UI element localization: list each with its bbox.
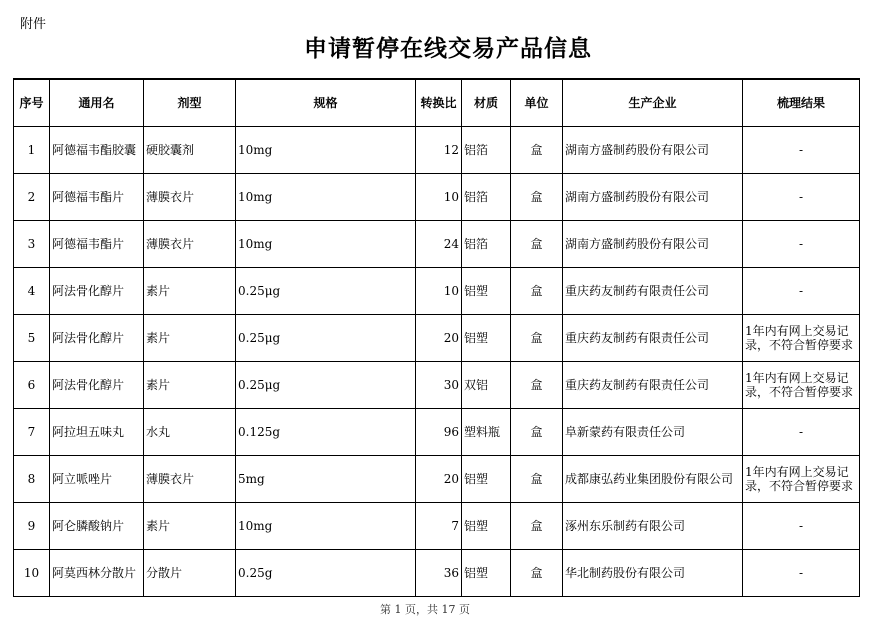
- cell-material: 铝箔: [462, 127, 511, 174]
- cell-generic-name: 阿德福韦酯胶囊: [50, 127, 144, 174]
- cell-index: 6: [14, 362, 50, 409]
- page-title: 申请暂停在线交易产品信息: [304, 36, 592, 62]
- cell-generic-name: 阿法骨化醇片: [50, 268, 144, 315]
- cell-manufacturer: 重庆药友制药有限责任公司: [563, 315, 743, 362]
- cell-conversion-ratio: 20: [416, 315, 462, 362]
- cell-specification: 0.25μg: [236, 268, 416, 315]
- cell-conversion-ratio: 96: [416, 409, 462, 456]
- cell-specification: 0.125g: [236, 409, 416, 456]
- header-review-result: 梳理结果: [743, 79, 860, 127]
- cell-dosage-form: 水丸: [144, 409, 236, 456]
- table-row: [14, 221, 860, 268]
- header-dosage-form: 剂型: [144, 79, 236, 127]
- page-footer: 第 1 页，共 17 页: [380, 603, 470, 616]
- cell-specification: 10mg: [236, 221, 416, 268]
- cell-specification: 10mg: [236, 503, 416, 550]
- cell-generic-name: 阿仑膦酸钠片: [50, 503, 144, 550]
- cell-dosage-form: 素片: [144, 315, 236, 362]
- cell-index: 4: [14, 268, 50, 315]
- cell-unit: 盒: [511, 174, 563, 221]
- cell-specification: 0.25μg: [236, 362, 416, 409]
- cell-material: 铝塑: [462, 268, 511, 315]
- cell-manufacturer: 阜新蒙药有限责任公司: [563, 409, 743, 456]
- cell-index: 5: [14, 315, 50, 362]
- cell-specification: 10mg: [236, 127, 416, 174]
- cell-dosage-form: 薄膜衣片: [144, 174, 236, 221]
- cell-unit: 盒: [511, 550, 563, 597]
- cell-material: 铝箔: [462, 174, 511, 221]
- cell-dosage-form: 素片: [144, 503, 236, 550]
- product-table: [13, 78, 860, 597]
- header-conversion-ratio: 转换比: [416, 79, 462, 127]
- cell-review-result: -: [743, 268, 860, 315]
- table-row: [14, 127, 860, 174]
- cell-specification: 0.25g: [236, 550, 416, 597]
- cell-manufacturer: 重庆药友制药有限责任公司: [563, 362, 743, 409]
- cell-manufacturer: 湖南方盛制药股份有限公司: [563, 127, 743, 174]
- cell-conversion-ratio: 24: [416, 221, 462, 268]
- cell-unit: 盒: [511, 456, 563, 503]
- cell-index: 10: [14, 550, 50, 597]
- header-specification: 规格: [236, 79, 416, 127]
- cell-dosage-form: 素片: [144, 268, 236, 315]
- cell-conversion-ratio: 10: [416, 174, 462, 221]
- cell-conversion-ratio: 30: [416, 362, 462, 409]
- cell-unit: 盒: [511, 315, 563, 362]
- cell-material: 铝塑: [462, 456, 511, 503]
- table-row: [14, 174, 860, 221]
- cell-manufacturer: 湖南方盛制药股份有限公司: [563, 174, 743, 221]
- cell-unit: 盒: [511, 221, 563, 268]
- cell-index: 1: [14, 127, 50, 174]
- cell-material: 铝箔: [462, 221, 511, 268]
- cell-dosage-form: 薄膜衣片: [144, 456, 236, 503]
- cell-generic-name: 阿德福韦酯片: [50, 221, 144, 268]
- cell-manufacturer: 湖南方盛制药股份有限公司: [563, 221, 743, 268]
- table-row: [14, 268, 860, 315]
- cell-conversion-ratio: 12: [416, 127, 462, 174]
- cell-material: 铝塑: [462, 550, 511, 597]
- cell-index: 7: [14, 409, 50, 456]
- cell-manufacturer: 重庆药友制药有限责任公司: [563, 268, 743, 315]
- cell-review-result: 1年内有网上交易记录，不符合暂停要求: [743, 315, 860, 362]
- cell-material: 铝塑: [462, 315, 511, 362]
- header-unit: 单位: [511, 79, 563, 127]
- cell-index: 8: [14, 456, 50, 503]
- header-material: 材质: [462, 79, 511, 127]
- cell-generic-name: 阿拉坦五味丸: [50, 409, 144, 456]
- cell-dosage-form: 硬胶囊剂: [144, 127, 236, 174]
- cell-generic-name: 阿莫西林分散片: [50, 550, 144, 597]
- cell-unit: 盒: [511, 362, 563, 409]
- cell-manufacturer: 华北制药股份有限公司: [563, 550, 743, 597]
- cell-manufacturer: 成都康弘药业集团股份有限公司: [563, 456, 743, 503]
- cell-review-result: -: [743, 221, 860, 268]
- cell-dosage-form: 薄膜衣片: [144, 221, 236, 268]
- cell-review-result: -: [743, 550, 860, 597]
- table-row: [14, 315, 860, 362]
- cell-manufacturer: 涿州东乐制药有限公司: [563, 503, 743, 550]
- table-header-row: [14, 79, 860, 127]
- cell-review-result: -: [743, 127, 860, 174]
- table-row: [14, 456, 860, 503]
- cell-material: 双铝: [462, 362, 511, 409]
- cell-generic-name: 阿法骨化醇片: [50, 362, 144, 409]
- cell-unit: 盒: [511, 503, 563, 550]
- cell-unit: 盒: [511, 127, 563, 174]
- cell-dosage-form: 素片: [144, 362, 236, 409]
- cell-unit: 盒: [511, 268, 563, 315]
- cell-index: 2: [14, 174, 50, 221]
- cell-review-result: -: [743, 409, 860, 456]
- cell-conversion-ratio: 20: [416, 456, 462, 503]
- cell-material: 塑料瓶: [462, 409, 511, 456]
- table-row: [14, 409, 860, 456]
- cell-unit: 盒: [511, 409, 563, 456]
- cell-conversion-ratio: 7: [416, 503, 462, 550]
- header-manufacturer: 生产企业: [563, 79, 743, 127]
- cell-review-result: -: [743, 503, 860, 550]
- cell-specification: 5mg: [236, 456, 416, 503]
- cell-generic-name: 阿法骨化醇片: [50, 315, 144, 362]
- cell-review-result: 1年内有网上交易记录，不符合暂停要求: [743, 362, 860, 409]
- cell-generic-name: 阿立哌唑片: [50, 456, 144, 503]
- cell-material: 铝塑: [462, 503, 511, 550]
- table-row: [14, 503, 860, 550]
- cell-index: 9: [14, 503, 50, 550]
- header-generic-name: 通用名: [50, 79, 144, 127]
- cell-review-result: 1年内有网上交易记录，不符合暂停要求: [743, 456, 860, 503]
- cell-specification: 10mg: [236, 174, 416, 221]
- attachment-label: 附件: [20, 17, 47, 32]
- cell-index: 3: [14, 221, 50, 268]
- cell-conversion-ratio: 10: [416, 268, 462, 315]
- table-row: [14, 362, 860, 409]
- cell-generic-name: 阿德福韦酯片: [50, 174, 144, 221]
- cell-specification: 0.25μg: [236, 315, 416, 362]
- cell-dosage-form: 分散片: [144, 550, 236, 597]
- cell-review-result: -: [743, 174, 860, 221]
- table-row: [14, 550, 860, 597]
- header-index: 序号: [14, 79, 50, 127]
- cell-conversion-ratio: 36: [416, 550, 462, 597]
